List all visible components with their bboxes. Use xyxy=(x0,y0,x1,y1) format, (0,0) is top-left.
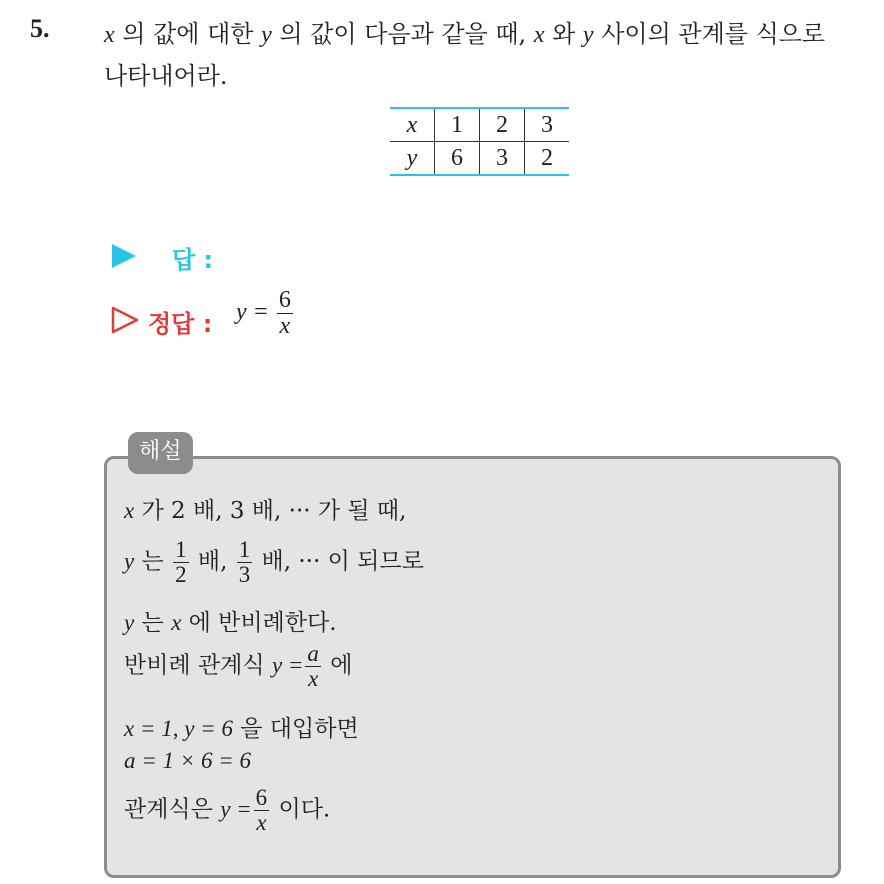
explanation-tag: 해설 xyxy=(128,432,193,474)
answer-triangle-icon xyxy=(112,244,136,268)
question-text-line2: 나타내어라. xyxy=(104,62,228,90)
question-number: 5. xyxy=(30,14,50,43)
table-row xyxy=(390,142,569,176)
explanation-line-4: 반비례 관계식 y = $\frac{a}{x}$ 에 xyxy=(124,641,353,692)
correct-answer-label: 정답 : xyxy=(148,310,213,338)
table-cell: 3 xyxy=(525,108,570,142)
question-text-line1: x 의 값에 대한 y 의 값이 다음과 같을 때, x 와 y 사이의 관계를 식으로 xyxy=(104,20,826,48)
table-row xyxy=(390,108,569,142)
table-cell: 1 xyxy=(435,108,480,142)
value-table xyxy=(390,107,569,176)
table-cell: 2 xyxy=(525,142,570,176)
table-cell: 3 xyxy=(480,142,525,176)
table-header-y: y xyxy=(406,144,418,171)
explanation-line-7: 관계식은 y = $\frac{6}{x}$ 이다. xyxy=(124,785,331,836)
correct-answer-formula: y = $\frac{6}{x}$ xyxy=(236,287,291,340)
explanation-line-5: x = 1, y = 6 을 대입하면 xyxy=(124,716,359,742)
answer-label: 답 : xyxy=(172,246,214,274)
table-cell: 6 xyxy=(435,142,480,176)
fraction: $\frac{a}{x}$ xyxy=(307,641,319,692)
table-header-x: x xyxy=(390,108,435,142)
fraction: $\frac{1}{2}$ xyxy=(175,537,187,588)
explanation-line-3: y 는 x 에 반비례한다. xyxy=(124,610,337,636)
correct-triangle-outline-icon xyxy=(110,305,140,335)
fraction: $\frac{6}{x}$ xyxy=(278,287,291,340)
fraction: $\frac{1}{3}$ xyxy=(238,537,251,588)
table-cell: 2 xyxy=(480,108,525,142)
explanation-line-2: y 는 $\frac{1}{2}$ 배, $\frac{1}{3}$ 배, ··· 이 되므로 xyxy=(124,537,424,588)
var-x: x xyxy=(104,22,115,48)
explanation-line-1: x 가 2 배, 3 배, ··· 가 될 때, xyxy=(124,498,407,524)
fraction: $\frac{6}{x}$ xyxy=(255,785,268,836)
explanation-line-6: a = 1 × 6 = 6 xyxy=(124,748,252,773)
